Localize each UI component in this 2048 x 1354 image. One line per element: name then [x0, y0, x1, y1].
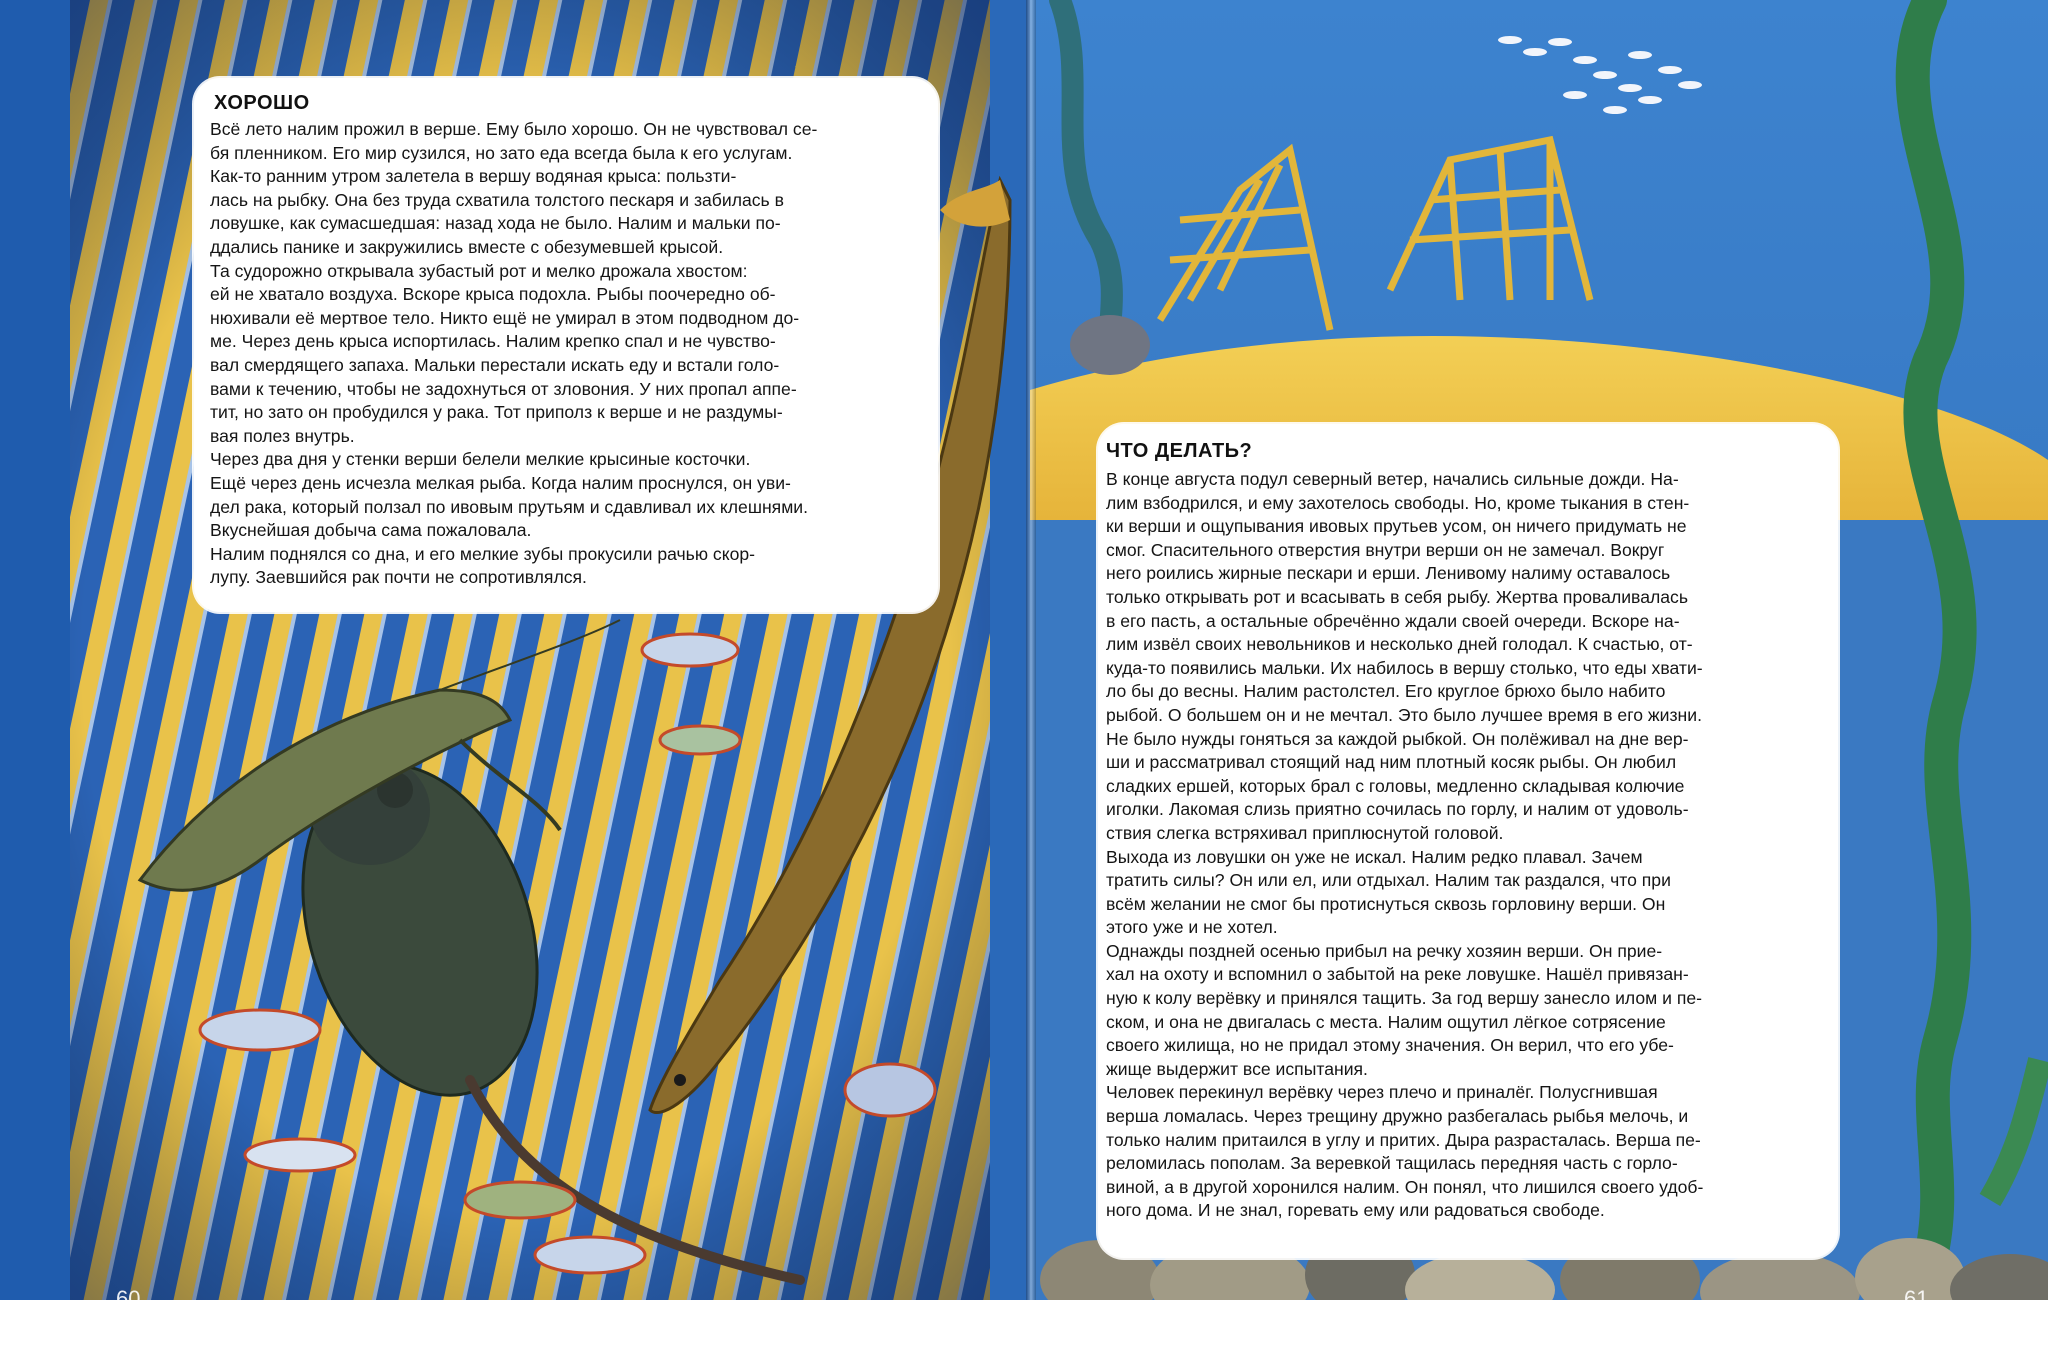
text-line: в его пасть, а остальные обречённо ждали своей очереди. Вскоре на-	[1106, 610, 1680, 631]
stone	[1070, 315, 1150, 375]
text-line: В конце августа подул северный ветер, начались сильные дожди. На-	[1106, 469, 1679, 489]
story-text	[210, 118, 817, 590]
text-line: ддались панике и закружились вместе с обезумевшей крысой.	[210, 236, 724, 257]
text-line: тит, но зато он пробудился у рака. Тот приполз к верше и не раздумы-	[210, 402, 783, 423]
text-line: тратить силы? Он или ел, или отдыхал. Налим так раздался, что при	[1106, 870, 1671, 891]
text-line: Через два дня у стенки верши белели мелкие крысиные косточки.	[210, 449, 751, 470]
text-line: ло бы до весны. Налим растолстел. Его круглое брюхо было набито	[1106, 681, 1666, 702]
text-panel-chto-delat	[1098, 424, 1838, 1258]
text-line: верша ломалась. Через трещину дружно разбегалась рыбья мелочь, и	[1106, 1106, 1689, 1127]
text-line: Как-то ранним утром залетела в вершу водяная крыса: пользти-	[210, 166, 737, 187]
text-line: вая полез внутрь.	[210, 425, 355, 446]
text-line: лим взбодрился, и ему захотелось свободы. Но, кроме тыкания в стен-	[1106, 492, 1690, 513]
text-line: хал на охоту и вспомнил о забытой на реке ловушке. Нашёл привязан-	[1106, 964, 1689, 985]
text-line: ствия слегка встряхивал приплюснутой головой.	[1106, 822, 1504, 843]
page-number-left: 60	[116, 1286, 141, 1311]
text-line: лупу. Заевшийся рак почти не сопротивлялся.	[210, 567, 587, 588]
right-page	[1030, 0, 2048, 1320]
text-line: куда-то появились мальки. Их набилось в вершу столько, что еды хвати-	[1106, 657, 1703, 678]
text-line: вами к течению, чтобы не задохнуться от зловония. У них пропал аппе-	[210, 378, 797, 399]
page-number-right: 61	[1904, 1286, 1929, 1311]
text-line: нюхивали её мертвое тело. Никто ещё не умирал в этом подводном до-	[210, 307, 800, 328]
text-line: бя пленником. Его мир сузился, но зато еда всегда была к его услугам.	[210, 142, 793, 163]
text-line: только открывать рот и всасывать в себя рыбу. Жертва проваливалась	[1106, 586, 1689, 607]
page-bottom-margin	[0, 1300, 2048, 1354]
text-line: Вкуснейшая добыча сама пожаловала.	[210, 520, 532, 541]
text-line: только налим притаился в углу и притих. Дыра разрасталась. Верша пе-	[1106, 1129, 1701, 1150]
text-line: ей не хватало воздуха. Вскоре крыса подохла. Рыбы поочередно об-	[210, 284, 776, 305]
text-line: Человек перекинул верёвку через плечо и приналёг. Полусгнившая	[1106, 1082, 1658, 1103]
text-line: Выхода из ловушки он уже не искал. Налим редко плавал. Зачем	[1106, 846, 1643, 867]
text-line: своего жилища, но не придал этому значения. Он верил, что его убе-	[1106, 1035, 1674, 1056]
section-heading: ЧТО ДЕЛАТЬ?	[1106, 440, 1253, 462]
story-text	[1106, 468, 1703, 1223]
text-line: ме. Через день крыса испортилась. Налим крепко спал и не чувство-	[210, 331, 776, 352]
text-line: лась на рыбку. Она без труда схватила толстого пескаря и забилась в	[210, 189, 784, 210]
text-line: ловушке, как сумасшедшая: назад хода не было. Налим и мальки по-	[210, 213, 781, 234]
text-line: ную к колу верёвку и принялся тащить. За год вершу занесло илом и пе-	[1106, 988, 1703, 1009]
text-line: лим извёл своих невольников и несколько дней голодал. К счастью, от-	[1106, 634, 1693, 655]
text-line: Налим поднялся со дна, и его мелкие зубы прокусили рачью скор-	[210, 543, 756, 564]
text-line: ши и рассматривал стоящий над ним плотный косяк рыбы. Он любил	[1106, 752, 1677, 773]
text-line: вал смердящего запаха. Мальки перестали искать еду и встали голо-	[210, 354, 780, 375]
text-line: ного дома. И не знал, горевать ему или радоваться свободе.	[1106, 1200, 1605, 1221]
section-heading: ХОРОШО	[214, 92, 310, 114]
text-line: этого уже и не хотел.	[1106, 917, 1278, 938]
text-line: рыбой. О большем он и не мечтал. Это было лучшее время в его жизни.	[1106, 704, 1702, 725]
book-gutter	[1026, 0, 1036, 1320]
text-line: виной, а в другой хоронился налим. Он понял, что лишился своего удоб-	[1106, 1176, 1704, 1197]
text-line: Не было нужды гоняться за каждой рыбкой. Он полёживал на дне вер-	[1106, 728, 1689, 749]
text-line: смог. Спасительного отверстия внутри верши он не замечал. Вокруг	[1106, 539, 1665, 560]
text-line: Однажды поздней осенью прибыл на речку хозяин верши. Он прие-	[1106, 940, 1663, 961]
text-line: сладких ершей, которых брал с головы, медленно складывая колючие	[1106, 775, 1685, 796]
text-line: Всё лето налим прожил в верше. Ему было хорошо. Он не чувствовал се-	[210, 119, 818, 139]
text-line: жище выдержит все испытания.	[1106, 1058, 1368, 1079]
text-line: дел рака, который ползал по ивовым прутьям и сдавливал их клешнями.	[210, 496, 809, 517]
text-line: иголки. Лакомая слизь приятно сочилась по горлу, и налим от удоволь-	[1106, 799, 1689, 820]
text-line: реломилась пополам. За веревкой тащилась передняя часть с горло-	[1106, 1153, 1678, 1174]
text-line: него роились жирные пескари и ерши. Ленивому налиму оставалось	[1106, 563, 1671, 584]
left-page	[0, 0, 1030, 1320]
text-panel-khorosho	[194, 78, 938, 612]
text-line: всём желании не смог бы протиснуться сквозь горловину верши. Он	[1106, 893, 1666, 914]
text-line: Та судорожно открывала зубастый рот и мелко дрожала хвостом:	[210, 260, 748, 281]
text-line: ки верши и ощупывания ивовых прутьев усом, он ничего придумать не	[1106, 516, 1687, 537]
text-line: ском, и она не двигалась с места. Налим ощутил лёгкое сотрясение	[1106, 1011, 1666, 1032]
text-line: Ещё через день исчезла мелкая рыба. Когда налим проснулся, он уви-	[210, 472, 791, 493]
